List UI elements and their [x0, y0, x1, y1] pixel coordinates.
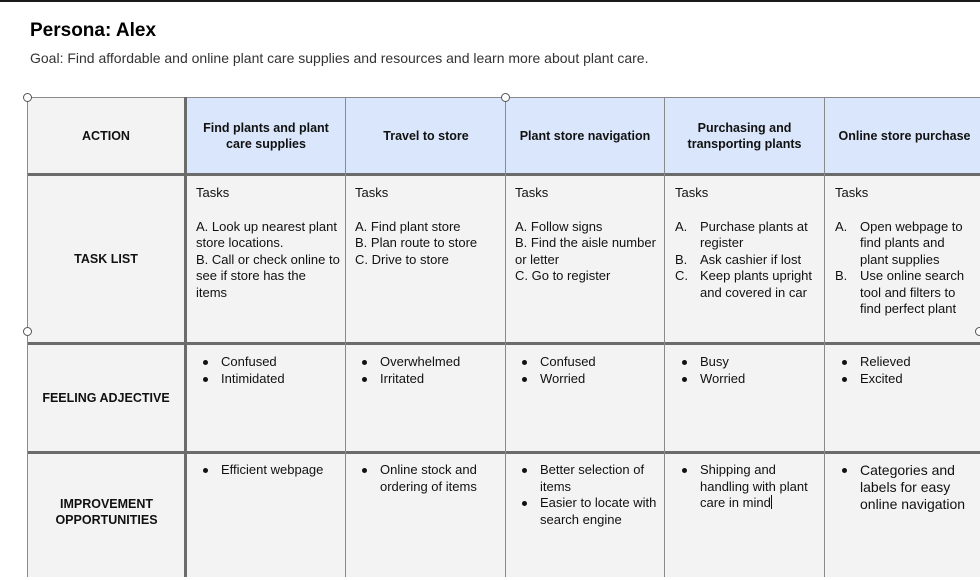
improvement-item: Better selection of items: [515, 462, 660, 495]
task-line: C. Go to register: [515, 268, 611, 283]
tasks-title: Tasks: [515, 185, 549, 200]
persona-goal: Goal: Find affordable and online plant care supplies and resources and learn more about plant care.: [30, 50, 649, 66]
resize-handle-top-left[interactable]: [23, 93, 32, 102]
improvement-cell-online-purchase: [835, 462, 980, 513]
tasks-title: Tasks: [835, 185, 869, 200]
task-cell-travel: [355, 185, 503, 268]
tasks-title: Tasks: [675, 185, 709, 200]
feeling-cell-online-purchase: [835, 354, 975, 387]
improvement-cell-travel: [355, 462, 495, 495]
task-line: A. Look up nearest plant: [196, 218, 337, 234]
improvement-cell-store-navigation: [515, 462, 660, 528]
feeling-cell-purchasing: [675, 354, 820, 387]
task-item: A. Open webpage to find plants and plant supplies: [835, 218, 963, 267]
header-online-purchase: Online store purchase: [838, 128, 971, 143]
persona-title: Persona: Alex: [30, 20, 157, 41]
feeling-item: Busy: [675, 354, 820, 371]
header-store-navigation: Plant store navigation: [519, 128, 651, 143]
task-cell-find-plants: [196, 185, 342, 301]
task-cell-online-purchase: [835, 185, 975, 318]
improvement-cell-find-plants: [196, 462, 342, 479]
improvement-item: Efficient webpage: [196, 462, 342, 479]
task-line: A. Follow signs: [515, 218, 603, 234]
task-cell-store-navigation: [515, 185, 663, 285]
task-line: C. Drive to store: [355, 251, 449, 267]
row-label-improvement: IMPROVEMENT OPPORTUNITIES: [55, 497, 158, 527]
feeling-item: Overwhelmed: [355, 354, 503, 371]
task-cell-purchasing: [675, 185, 820, 301]
feeling-item: Confused: [196, 354, 342, 371]
improvement-item: Shipping and handling with plant care in mind: [675, 462, 815, 512]
task-line: A. Find plant store: [355, 218, 461, 234]
feeling-item: Relieved: [835, 354, 975, 371]
text-cursor: [771, 495, 772, 509]
resize-handle-middle-right[interactable]: [975, 327, 980, 336]
feeling-item: Worried: [515, 371, 663, 388]
feeling-item: Intimidated: [196, 371, 342, 388]
feeling-item: Excited: [835, 371, 975, 388]
tasks-title: Tasks: [355, 185, 389, 200]
task-line: items: [196, 284, 228, 300]
task-item: A. Purchase plants at register: [675, 218, 808, 250]
header-find-plants: Find plants and plant care supplies: [203, 120, 329, 151]
improvement-cell-purchasing[interactable]: [675, 462, 815, 512]
improvement-item: Online stock and ordering of items: [355, 462, 495, 495]
task-line: or letter: [515, 251, 560, 267]
row-label-action: ACTION: [82, 128, 130, 143]
header-travel: Travel to store: [383, 128, 469, 143]
task-line: B. Plan route to store: [355, 235, 478, 250]
resize-handle-middle-left[interactable]: [23, 327, 32, 336]
feeling-item: Worried: [675, 371, 820, 388]
task-item: C. Keep plants upright and covered in car: [675, 268, 813, 300]
task-line: B. Call or check online to: [196, 251, 340, 267]
resize-handle-top-middle[interactable]: [501, 93, 510, 102]
row-label-feeling: FEELING ADJECTIVE: [42, 391, 170, 405]
improvement-item: Categories and labels for easy online navigation: [835, 462, 980, 513]
row-label-task-list: TASK LIST: [74, 252, 138, 266]
improvement-item: Easier to locate with search engine: [515, 495, 660, 528]
feeling-item: Irritated: [355, 371, 503, 388]
header-purchasing: Purchasing and transporting plants: [687, 120, 802, 151]
feeling-cell-store-navigation: [515, 354, 663, 387]
journey-map-table[interactable]: [27, 97, 980, 577]
task-item: B. Use online search tool and filters to find perfect plant: [835, 268, 965, 316]
task-line: see if store has the: [196, 268, 306, 283]
task-item: B. Ask cashier if lost: [675, 251, 802, 267]
feeling-item: Confused: [515, 354, 663, 371]
tasks-title: Tasks: [196, 185, 230, 200]
feeling-cell-travel: [355, 354, 503, 387]
task-line: store locations.: [196, 235, 284, 250]
feeling-cell-find-plants: [196, 354, 342, 387]
task-line: B. Find the aisle number: [515, 235, 656, 250]
